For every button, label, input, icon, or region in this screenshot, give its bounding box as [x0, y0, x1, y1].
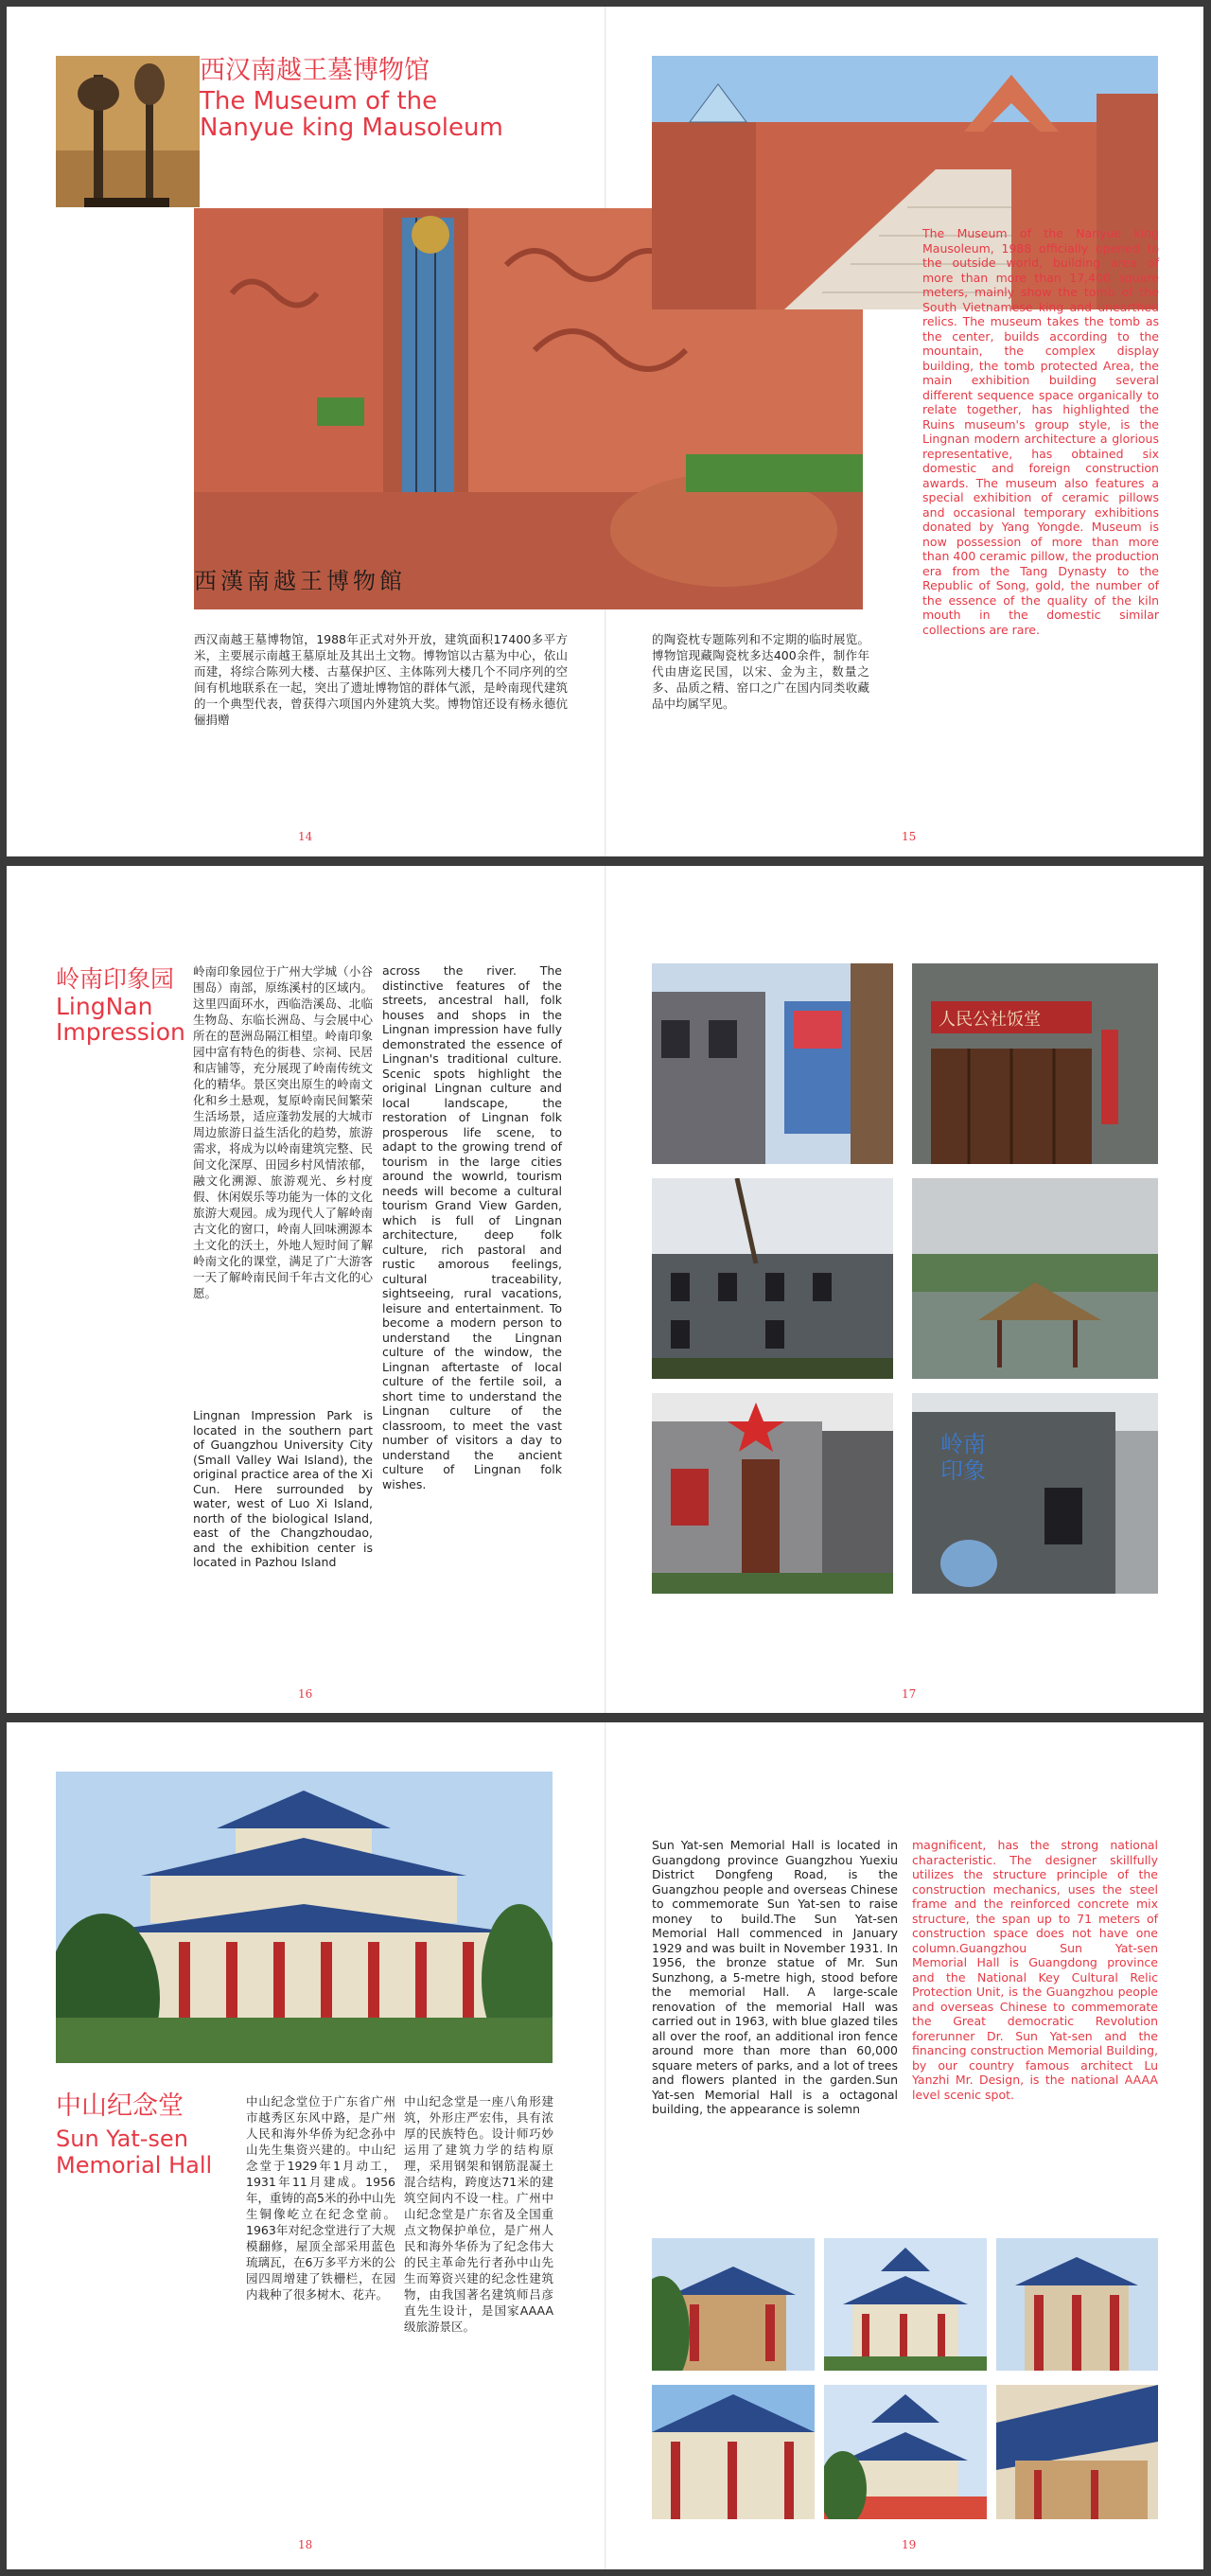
hall-detail-photo-1 [652, 2238, 815, 2371]
bronze-artifact-photo [56, 56, 200, 207]
page-number-left: 18 [298, 2538, 313, 2551]
memorial-hall-photo [56, 1772, 553, 2063]
title-cn: 中山纪念堂 [56, 2091, 184, 2121]
canteen-shop-photo [912, 963, 1158, 1164]
body-en: The Museum of the Nanyue king Mausoleum, 1988 officially opened to the outside world, building area of more than more than 17,400 square meters, mainly show the tomb of the South Vietnamese king and unearthed relics. The museum takes the tomb as the center, builds according to the mountain, the complex display building, the tomb protected Area, the main exhibition building several different sequence space organically to relate together, has highlighted the Ruins museum's group style, is the Lingnan modern architecture a glorious representative, has obtained six domestic and foreign construction awards. The museum also features a special exhibition of ceramic pillows and occasional temporary exhibitions donated by Yang Yongde. Museum is now possession of more than more than 400 ceramic pillow, the production era from the Tang Dynasty to the Republic of Song, gold, the number of the essence of the quality of the kiln mouth in the domestic similar collections are rare. [922, 226, 1159, 637]
title-en-line2: Nanyue king Mausoleum [200, 114, 503, 142]
lingnan-street-photo [652, 963, 893, 1164]
title-en-line1: LingNan [56, 993, 153, 1020]
red-star-house-photo [652, 1393, 893, 1594]
hall-detail-photo-5 [824, 2385, 987, 2519]
title-en-line2: Impression [56, 1018, 185, 1046]
hall-detail-photo-4 [652, 2385, 815, 2519]
page-number-left: 14 [298, 830, 313, 843]
lingnan-tower-house-photo [652, 1178, 893, 1379]
body-en-col1: Lingnan Impression Park is located in the southern part of Guangzhou University City (Small Valley Wai Island), the original practice area of the Xi Cun. Here surrounded by water, west of Luo Xi Island, north of the biological Island, east of the Changzhoudao, and the exhibition center is located in Pazhou Island [193, 1408, 373, 1569]
page-number-right: 19 [902, 2538, 917, 2551]
title-en-line1: Sun Yat-sen [56, 2126, 188, 2152]
hall-detail-photo-2 [824, 2238, 987, 2371]
body-en-col2: across the river. The distinctive features of the streets, ancestral hall, folk houses and shops in the Lingnan impression have fully demonstrated the essence of Lingnan's traditional culture. Scenic spots highlight the original Lingnan culture and local landscape, the restoration of Lingnan folk prosperous life scene, to adapt to the growing trend of tourism in the large cities around the wowrld, tourism needs will become a cultural tourism Grand View Garden, which is full of Lingnan architecture, deep folk culture, rich pastoral and rustic amorous feelings, cultural traceability, sightseeing, rural vacations, leisure and entertainment. To become a modern person to understand the Lingnan culture of the window, the Lingnan aftertaste of local culture of the fertile soil, a short time to understand the Lingnan culture of the classroom, to meet the vast number of visitors a day to understand the ancient culture of Lingnan folk wishes. [382, 963, 562, 1491]
page-number-right: 15 [902, 830, 917, 843]
body-cn-right: 的陶瓷枕专题陈列和不定期的临时展览。博物馆现藏陶瓷枕多达400余件，制作年代由唐迄民国，以宋、金为主，数量之多、品质之精、窑口之广在国内同类收藏品中均属罕见。 [652, 632, 869, 711]
hall-detail-photo-6 [996, 2385, 1158, 2519]
title-en-line1: The Museum of the [200, 87, 438, 115]
body-cn-left: 西汉南越王墓博物馆，1988年正式对外开放，建筑面积17400多平方米，主要展示南越王墓原址及其出土文物。博物馆以古墓为中心，依山而建，将综合陈列大楼、古墓保护区、主体陈列大楼几个不同序列的空间有机地联系在一起，突出了遗址博物馆的群体气派，是岭南现代建筑的一个典型代表，曾获得六项国内外建筑大奖。博物馆还设有杨永德伉俪捐赠 [194, 632, 568, 727]
page-fold [605, 866, 606, 1713]
page-number-left: 16 [298, 1687, 313, 1701]
page-fold [605, 1722, 606, 2569]
museum-sign: 西漢南越王博物館 [194, 568, 406, 594]
lingnan-impression-wall-photo [912, 1393, 1158, 1594]
spread-museum-nanyue [7, 7, 1203, 856]
impression-wall-sign: 岭南印象 [940, 1431, 986, 1484]
spread-sun-yat-sen-memorial [7, 1722, 1203, 2569]
body-cn-col2: 中山纪念堂是一座八角形建筑，外形庄严宏伟，具有浓厚的民族特色。设计师巧妙运用了建筑力学的结构原理，采用钢架和钢筋混凝土混合结构，跨度达71米的建筑空间内不设一柱。广州中山纪念堂是广东省及全国重点文物保护单位，是广州人民和海外华侨为了纪念伟大的民主革命先行者孙中山先生而筹资兴建的纪念性建筑物，由我国著名建筑师吕彦直先生设计，是国家AAAA级旅游景区。 [404, 2094, 553, 2334]
body-en-col2: magnificent, has the strong national characteristic. The designer skillfully utilizes the structure principle of the construction mechanics, uses the steel frame and the reinforced concrete mix structure, the span up to 71 meters of construction space does not have one column.Guangzhou Sun Yat-sen Memorial Hall is Guangdong province and the National Key Cultural Relic Protection Unit, is the Guangzhou people and overseas Chinese to commemorate the Great democratic Revolution forerunner Dr. Sun Yat-sen and the financing construction Memorial Building, by our country famous architect Lu Yanzhi Mr. Design, is the national AAAA level scenic spot. [912, 1838, 1158, 2102]
title-cn: 西汉南越王墓博物馆 [200, 56, 430, 85]
body-cn: 岭南印象园位于广州大学城（小谷围岛）南部，原练溪村的区域内。这里四面环水，西临浩溪岛、北临生物岛、东临长洲岛、与会展中心所在的琶洲岛隔江相望。岭南印象园中富有特色的街巷、宗祠、民居和店铺等，充分展现了岭南传统文化的精华。景区突出原生的岭南文化和乡土悬观，复原岭南民间繁荣生活场景，适应蓬勃发展的大城市周边旅游日益生活化的趋势，旅游需求，将成为以岭南建筑完整、民间文化深厚、田园乡村风情浓郁，融文化溯源、旅游观光、乡村度假、休闲娱乐等功能为一体的文化旅游大观园。成为现代人了解岭南古文化的窗口，岭南人回味溯源本土文化的沃土，外地人短时间了解岭南文化的课堂，满足了广大游客一天了解岭南民间千年古文化的心愿。 [193, 964, 373, 1300]
canteen-sign: 人民公社饭堂 [939, 1010, 1041, 1030]
body-cn-col1: 中山纪念堂位于广东省广州市越秀区东风中路，是广州人民和海外华侨为纪念孙中山先生集资兴建的。中山纪念堂于1929年1月动工，1931年11月建成。1956年，重铸的高5米的孙中山先生铜像屹立在纪念堂前。1963年对纪念堂进行了大规模翻修，屋顶全部采用蓝色琉璃瓦，在6万多平方米的公园四周增建了铁栅栏，在园内栽种了很多树木、花卉。 [246, 2094, 395, 2302]
spread-lingnan-impression [7, 866, 1203, 1713]
hall-detail-photo-3 [996, 2238, 1158, 2371]
page-number-right: 17 [902, 1687, 917, 1701]
thatched-pavilion-photo [912, 1178, 1158, 1379]
title-cn: 岭南印象园 [56, 965, 175, 993]
body-en-col1: Sun Yat-sen Memorial Hall is located in Guangdong province Guangzhou Yuexiu District Dongfeng Road, is the Guangzhou people and overseas Chinese to commemorate Sun Yat-sen to raise money to build.The Sun Yat-sen Memorial Hall commenced in January 1929 and was built in November 1931. In 1956, the bronze statue of Mr. Sun Sunzhong, a 5-metre high, stood before the memorial Hall. A large-scale renovation of the memorial Hall was carried out in 1963, with blue glazed tiles all over the roof, an additional iron fence around more than more than 60,000 square meters of parks, and a lot of trees and flowers planted in the garden.Sun Yat-sen Memorial Hall is a octagonal building, the appearance is solemn [652, 1838, 898, 2116]
title-en-line2: Memorial Hall [56, 2152, 213, 2179]
